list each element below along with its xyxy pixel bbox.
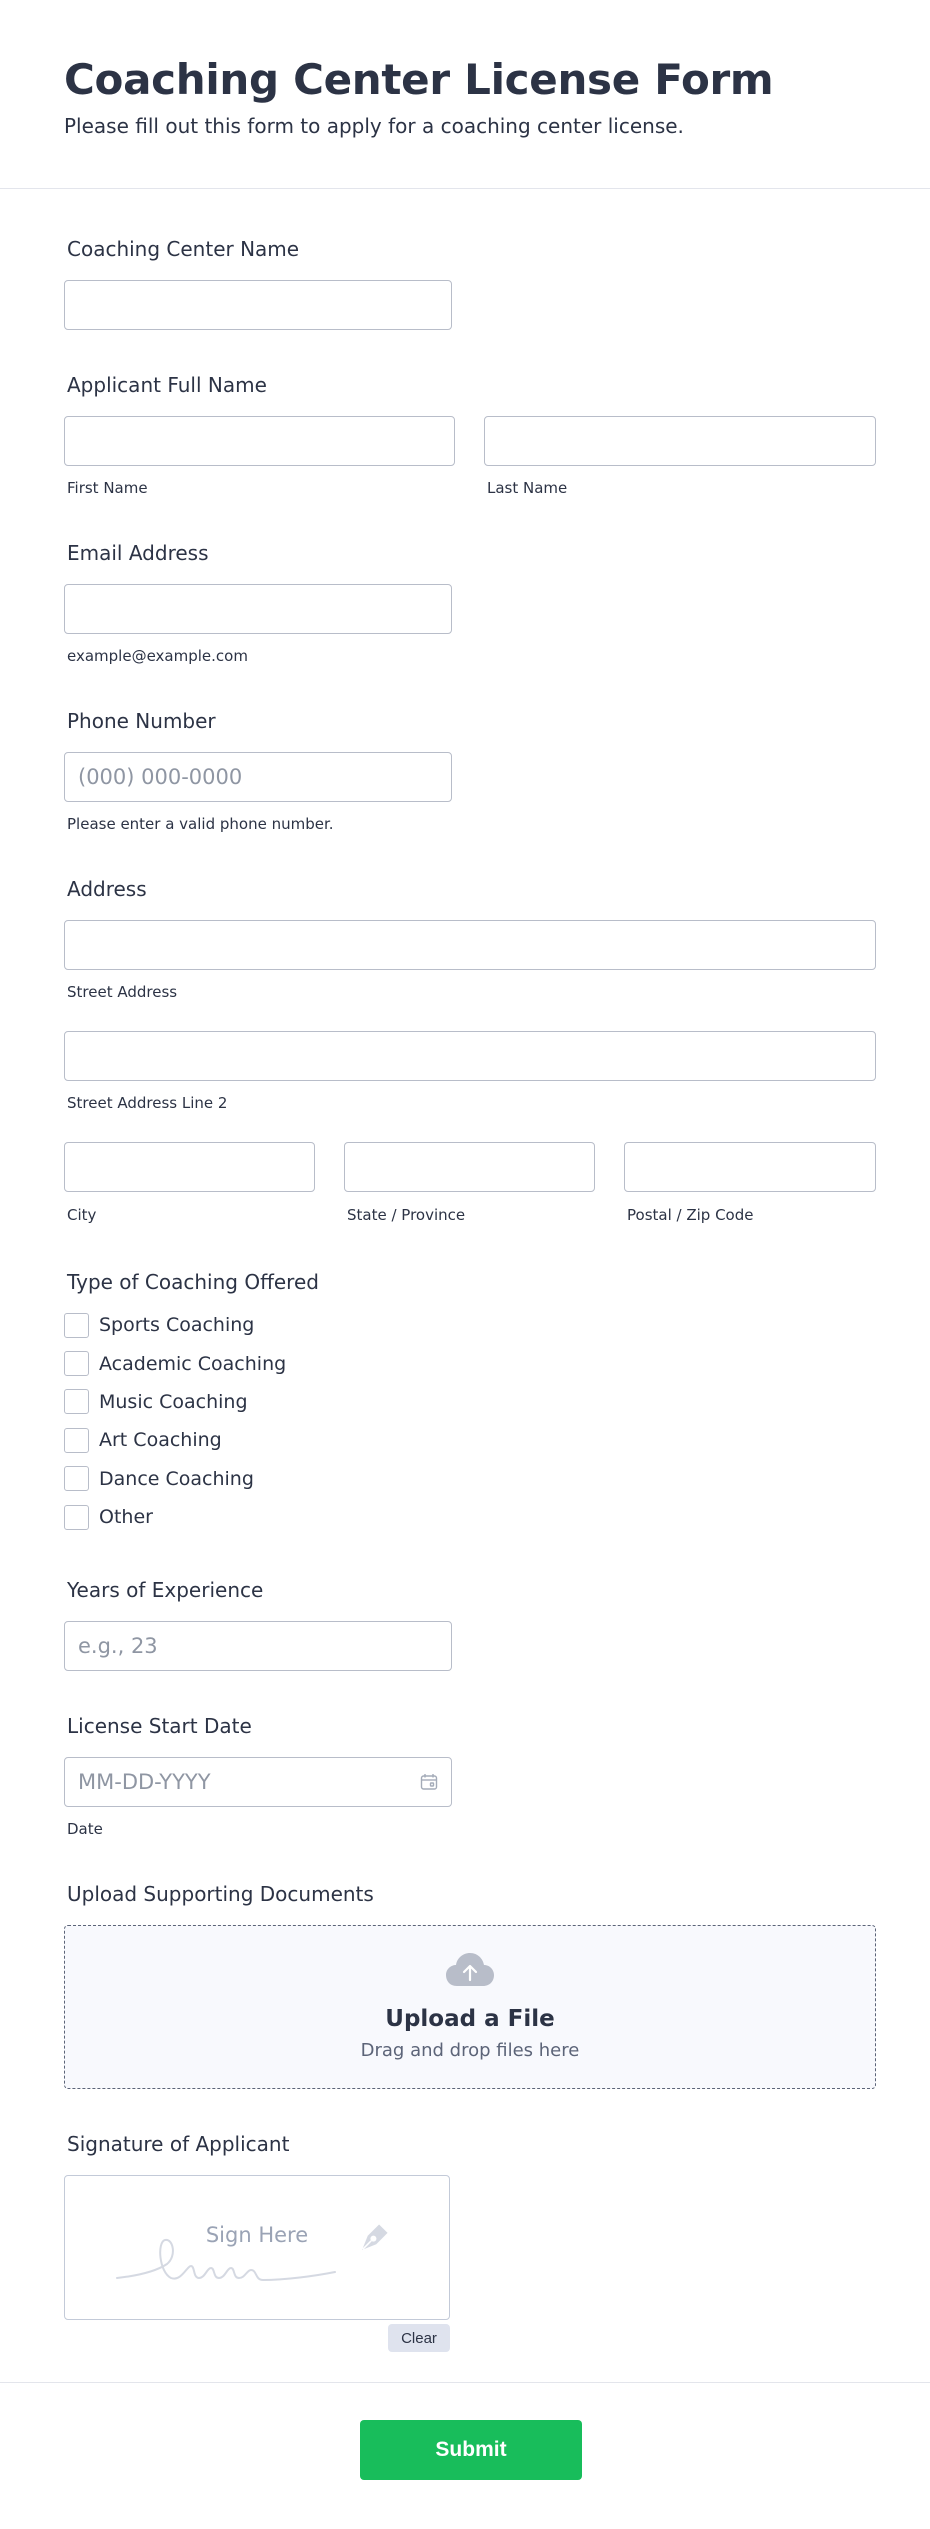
cloud-upload-icon xyxy=(445,1952,495,1992)
calendar-icon[interactable] xyxy=(420,1773,438,1791)
checkbox[interactable] xyxy=(64,1466,89,1491)
email-sublabel: example@example.com xyxy=(67,647,248,665)
experience-input[interactable] xyxy=(64,1621,452,1671)
coaching-type-options xyxy=(64,1306,286,1536)
center-name-label: Coaching Center Name xyxy=(67,237,300,261)
email-label: Email Address xyxy=(67,541,209,565)
form-subtitle: Please fill out this form to apply for a coaching center license. xyxy=(64,114,684,138)
phone-sublabel: Please enter a valid phone number. xyxy=(67,815,334,833)
last-name-input[interactable] xyxy=(484,416,876,466)
first-name-input[interactable] xyxy=(64,416,455,466)
checkbox[interactable] xyxy=(64,1505,89,1530)
city-input[interactable] xyxy=(64,1142,315,1192)
checkbox-option[interactable] xyxy=(64,1498,286,1536)
checkbox-label: Music Coaching xyxy=(99,1390,248,1413)
phone-label: Phone Number xyxy=(67,709,216,733)
form-header xyxy=(0,0,930,189)
checkbox-label: Dance Coaching xyxy=(99,1467,254,1490)
phone-placeholder: (000) 000-0000 xyxy=(78,765,243,789)
checkbox-option[interactable] xyxy=(64,1344,286,1382)
signature-scribble xyxy=(115,2226,375,2292)
start-date-input[interactable] xyxy=(64,1757,452,1807)
street-address-line2-sublabel: Street Address Line 2 xyxy=(67,1094,228,1112)
coaching-type-label: Type of Coaching Offered xyxy=(67,1270,319,1294)
submit-button[interactable]: Submit xyxy=(360,2420,582,2480)
experience-placeholder: e.g., 23 xyxy=(78,1634,158,1658)
address-label: Address xyxy=(67,877,147,901)
center-name-input[interactable] xyxy=(64,280,452,330)
upload-label: Upload Supporting Documents xyxy=(67,1882,374,1906)
applicant-name-label: Applicant Full Name xyxy=(67,373,267,397)
signature-label: Signature of Applicant xyxy=(67,2132,290,2156)
street-address-sublabel: Street Address xyxy=(67,983,178,1001)
state-sublabel: State / Province xyxy=(347,1206,466,1224)
form-title: Coaching Center License Form xyxy=(64,55,774,104)
checkbox[interactable] xyxy=(64,1313,89,1338)
first-name-sublabel: First Name xyxy=(67,479,148,497)
street-address-line2-input[interactable] xyxy=(64,1031,876,1081)
checkbox-label: Academic Coaching xyxy=(99,1352,287,1375)
footer-divider xyxy=(0,2382,930,2383)
upload-subtitle: Drag and drop files here xyxy=(360,2040,580,2061)
checkbox[interactable] xyxy=(64,1428,89,1453)
checkbox-option[interactable] xyxy=(64,1383,286,1421)
checkbox-option[interactable] xyxy=(64,1421,286,1459)
phone-input[interactable] xyxy=(64,752,452,802)
checkbox-label: Art Coaching xyxy=(99,1429,222,1452)
checkbox-label: Sports Coaching xyxy=(99,1314,255,1337)
checkbox-option[interactable] xyxy=(64,1306,286,1344)
signature-pad[interactable] xyxy=(64,2175,450,2320)
street-address-input[interactable] xyxy=(64,920,876,970)
signature-placeholder: Sign Here xyxy=(205,2223,309,2247)
zip-sublabel: Postal / Zip Code xyxy=(627,1206,754,1224)
start-date-sublabel: Date xyxy=(67,1820,103,1838)
zip-input[interactable] xyxy=(624,1142,876,1192)
start-date-label: License Start Date xyxy=(67,1714,252,1738)
file-upload-dropzone[interactable] xyxy=(64,1925,876,2089)
experience-label: Years of Experience xyxy=(67,1578,264,1602)
state-input[interactable] xyxy=(344,1142,595,1192)
city-sublabel: City xyxy=(67,1206,97,1224)
start-date-placeholder: MM-DD-YYYY xyxy=(78,1770,211,1794)
pen-nib-icon xyxy=(350,2218,394,2266)
checkbox[interactable] xyxy=(64,1389,89,1414)
checkbox[interactable] xyxy=(64,1351,89,1376)
clear-signature-button[interactable]: Clear xyxy=(388,2324,450,2352)
email-input[interactable] xyxy=(64,584,452,634)
checkbox-label: Other xyxy=(99,1506,153,1529)
upload-title: Upload a File xyxy=(385,2006,555,2032)
checkbox-option[interactable] xyxy=(64,1460,286,1498)
last-name-sublabel: Last Name xyxy=(487,479,568,497)
